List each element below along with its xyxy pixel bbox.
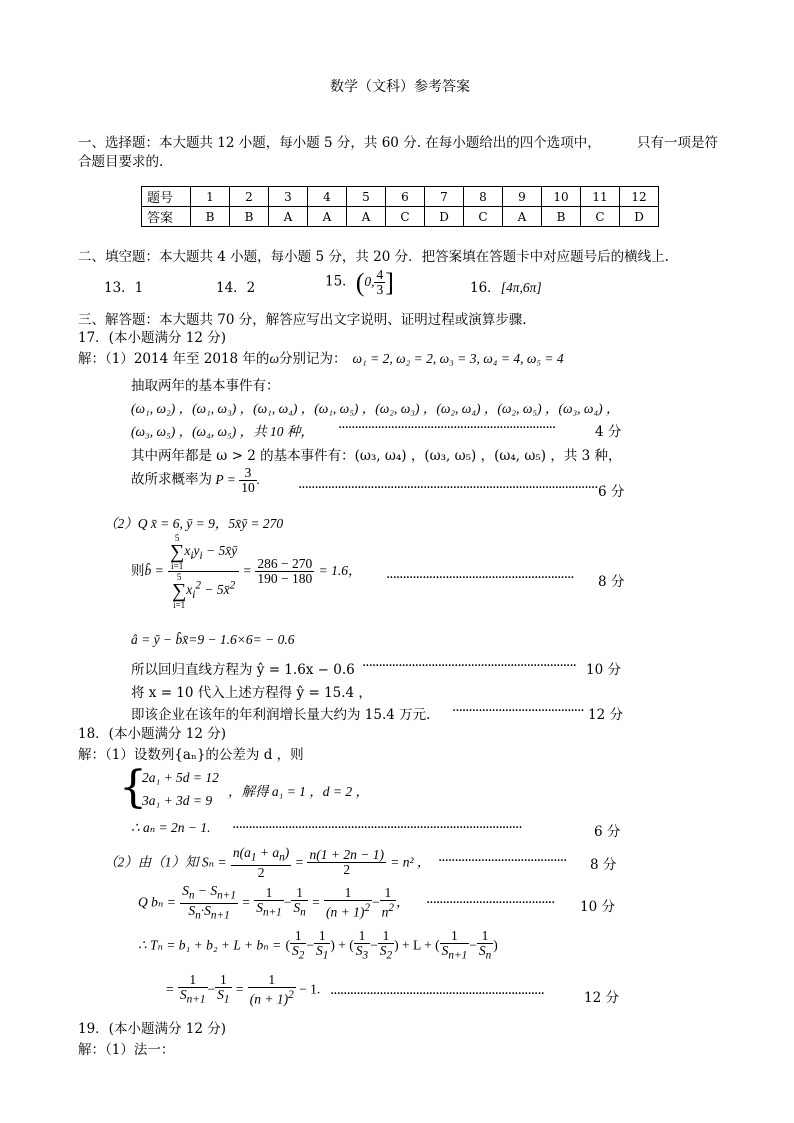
q17-line6-text: 故所求概率为 — [131, 471, 212, 488]
dot-leader: ······································· — [438, 853, 567, 869]
q18-score-6: 6 分 — [594, 824, 621, 840]
section1-line1b: 只有一项是符 — [637, 135, 718, 151]
q18-line5-text: Q bₙ = — [138, 894, 176, 910]
dot-leader: ·································································· — [338, 420, 556, 436]
q17-line5: 其中两年都是 ω > 2 的基本事件有：(ω₃, ω₄) ，(ω₃, ω₅) ，(ω₄, ω₅) ，共 3 种， — [131, 448, 622, 464]
table-number-cell: 3 — [269, 187, 308, 207]
q17-line1: 解：（1）2014 年至 2018 年的ω分别记为： ω₁ = 2, ω₂ = 2, ω₃ = 3, ω₄ = 4, ω₅ = 4 — [78, 351, 564, 367]
table-number-cell: 5 — [347, 187, 386, 207]
q17-score-10: 10 分 — [586, 662, 621, 678]
dot-leader: ································································· — [362, 658, 576, 674]
q17-slope-formula: 则b̂ = 5 ∑ i=1 $x_iy_i$ − 5x̄ȳ 5 ∑ i=1 $x_i^2$ − 5x̄$^2$ = $\frac{286 - 270}{190 - 180}$ = 1.6， — [131, 533, 362, 610]
table-number-cell: 10 — [542, 187, 581, 207]
q17-line1-text-b: 分别记为： — [278, 351, 347, 367]
table-answer-cell: A — [308, 207, 347, 227]
question-19-heading: 19．(本小题满分 12 分) — [78, 1021, 226, 1037]
dot-leader: ··························································································· — [298, 480, 598, 496]
q17-slope-value: = 1.6， — [318, 563, 362, 578]
table-number-cell: 8 — [464, 187, 503, 207]
table-answer-cell: C — [581, 207, 620, 227]
answer-16-label: 16． — [470, 280, 501, 296]
dot-leader: ························································································ — [232, 820, 522, 836]
dot-leader: ······································· — [426, 895, 555, 911]
table-answer-cell: A — [503, 207, 542, 227]
table-answer-cell: B — [230, 207, 269, 227]
table-number-cell: 7 — [425, 187, 464, 207]
answer-table — [141, 186, 659, 227]
q17-omega-values: ω₁ = 2, ω₂ = 2, ω₃ = 3, ω₄ = 4, ω₅ = 4 — [352, 351, 564, 366]
section2-line: 二、填空题：本大题共 4 小题，每小题 5 分，共 20 分．把答案填在答题卡中对应题号后的横线上. — [78, 249, 669, 265]
q17-line10: 所以回归直线方程为 ŷ = 1.6x − 0.6 — [131, 662, 355, 678]
table-number-cell: 4 — [308, 187, 347, 207]
q17-line3: (ω₁, ω₂) ，(ω₁, ω₃) ，(ω₁, ω₄) ，(ω₁, ω₅) ，(ω₂, ω₃) ，(ω₂, ω₄) ，(ω₂, ω₅) ，(ω₃, ω₄) ， — [131, 401, 620, 416]
q18-bn-formula: Q bₙ = $\frac{S_n - S_{n+1}}{S_n\cdot S_{n+1}}$ = $\frac{1}{S_{n+1}}$ − $\frac{1}{S_n}$ = $\frac{1}{(n + 1)^2}$ − $\frac{1}{n^2}$ ， — [138, 883, 410, 922]
q18-system-eq2: 3a₁ + 3d = 9 — [142, 793, 213, 808]
q18-tn-formula: ∴ Tₙ = b₁ + b₂ + L + bₙ = ( $\frac{1}{S_2}$ − $\frac{1}{S_1}$ ) + ( $\frac{1}{S_3}$ − $\frac{1}{S_2}$ ) + L + ( $\frac{1}{S_{n+1}}$ − $\frac{1}{S_n}$ ) — [138, 928, 498, 962]
q18-score-8: 8 分 — [590, 857, 617, 873]
table-answer-cell: C — [464, 207, 503, 227]
q18-line3: ∴ aₙ = 2n − 1. — [131, 820, 211, 835]
answer-15: 15．(0, $\frac{4}{3}$ ] — [325, 267, 394, 297]
table-answer-cell: B — [191, 207, 230, 227]
q18-system-eq1: 2a₁ + 5d = 12 — [142, 770, 219, 785]
q17-line9: â = ȳ − b̂x̄=9 − 1.6×6= − 0.6 — [131, 632, 295, 647]
q17-line2: 抽取两年的基本事件有： — [131, 378, 280, 394]
section1-line1: 一、选择题：本大题共 12 小题，每小题 5 分，共 60 分. 在每小题给出的四个选项中， — [78, 135, 601, 151]
q17-line8-text: 则 — [131, 563, 145, 579]
dot-leader: ········································ — [452, 703, 584, 719]
answer-table-header-row — [142, 187, 659, 207]
q18-sum-formula: （2）由（1）知 Sₙ = $\frac{n(a_1 + a_n)}{2}$ = $\frac{n(1 + 2n - 1)}{2}$ = n² ， — [104, 845, 431, 880]
table-number-cell: 9 — [503, 187, 542, 207]
dot-leader: ························································· — [386, 570, 574, 586]
table-answer-cell: A — [269, 207, 308, 227]
q17-line12: 即该企业在该年的年利润增长量大约为 15.4 万元. — [131, 707, 431, 723]
q18-line1: 解：（1）设数列{aₙ}的公差为 d ，则 — [78, 747, 304, 763]
q17-line4: (ω₃, ω₅) ，(ω₄, ω₅) ，共 10 种， — [131, 424, 314, 439]
table-answer-cell: D — [425, 207, 464, 227]
section3-line: 三、解答题：本大题共 70 分，解答应写出文字说明、证明过程或演算步骤. — [78, 312, 527, 328]
table-label-answer: 答案 — [142, 207, 191, 227]
q17-score-4: 4 分 — [595, 424, 622, 440]
q18-system-result: ，解得 a₁ = 1 ，d = 2 ， — [228, 784, 370, 799]
answer-13: 13．1 — [104, 280, 144, 296]
question-17-heading: 17．(本小题满分 12 分) — [78, 330, 226, 346]
q17-score-8: 8 分 — [598, 574, 625, 590]
q18-line4-text: （2）由（1）知 Sₙ = — [104, 854, 227, 870]
q19-line1: 解：（1）法一： — [78, 1042, 175, 1058]
left-brace: { — [119, 762, 147, 813]
table-answer-cell: C — [386, 207, 425, 227]
table-number-cell: 2 — [230, 187, 269, 207]
question-18-heading: 18．(本小题满分 12 分) — [78, 726, 226, 742]
q17-score-6: 6 分 — [598, 484, 625, 500]
answer-table-answer-row — [142, 207, 659, 227]
table-number-cell: 12 — [620, 187, 659, 207]
table-number-cell: 1 — [191, 187, 230, 207]
q18-tn-result: = $\frac{1}{S_{n+1}}$ − $\frac{1}{S_1}$ = $\frac{1}{(n + 1)^2}$ − 1. — [166, 972, 321, 1007]
table-answer-cell: B — [542, 207, 581, 227]
q18-line6-text: ∴ Tₙ = b₁ + b₂ + L + bₙ = — [138, 937, 282, 953]
q18-line4-result: = n² ， — [390, 854, 431, 870]
answer-14: 14．2 — [216, 280, 256, 296]
q18-score-10: 10 分 — [580, 899, 615, 915]
q17-line11: 将 x = 10 代入上述方程得 ŷ = 15.4 ， — [131, 685, 372, 701]
table-number-cell: 11 — [581, 187, 620, 207]
q17-line6: 故所求概率为 P = $\frac{3}{10}$ . — [131, 465, 261, 495]
q17-line1-text: 解：（1）2014 年至 2018 年的 — [78, 351, 270, 367]
answer-16-value: [4π,6π] — [500, 280, 542, 295]
section1-line2: 合题目要求的. — [78, 154, 164, 170]
q17-score-12: 12 分 — [588, 707, 623, 723]
table-answer-cell: A — [347, 207, 386, 227]
answer-16 — [470, 276, 542, 296]
table-number-cell: 6 — [386, 187, 425, 207]
q18-score-12: 12 分 — [584, 990, 619, 1006]
answer-15-label: 15． — [325, 273, 356, 290]
page-title: 数学（文科）参考答案 — [330, 79, 470, 95]
table-label-number: 题号 — [142, 187, 191, 207]
table-answer-cell: D — [620, 207, 659, 227]
q17-line7: （2）Q x̄ = 6, ȳ = 9，5x̄ȳ = 270 — [104, 516, 284, 531]
dot-leader: ································································· — [330, 986, 544, 1002]
